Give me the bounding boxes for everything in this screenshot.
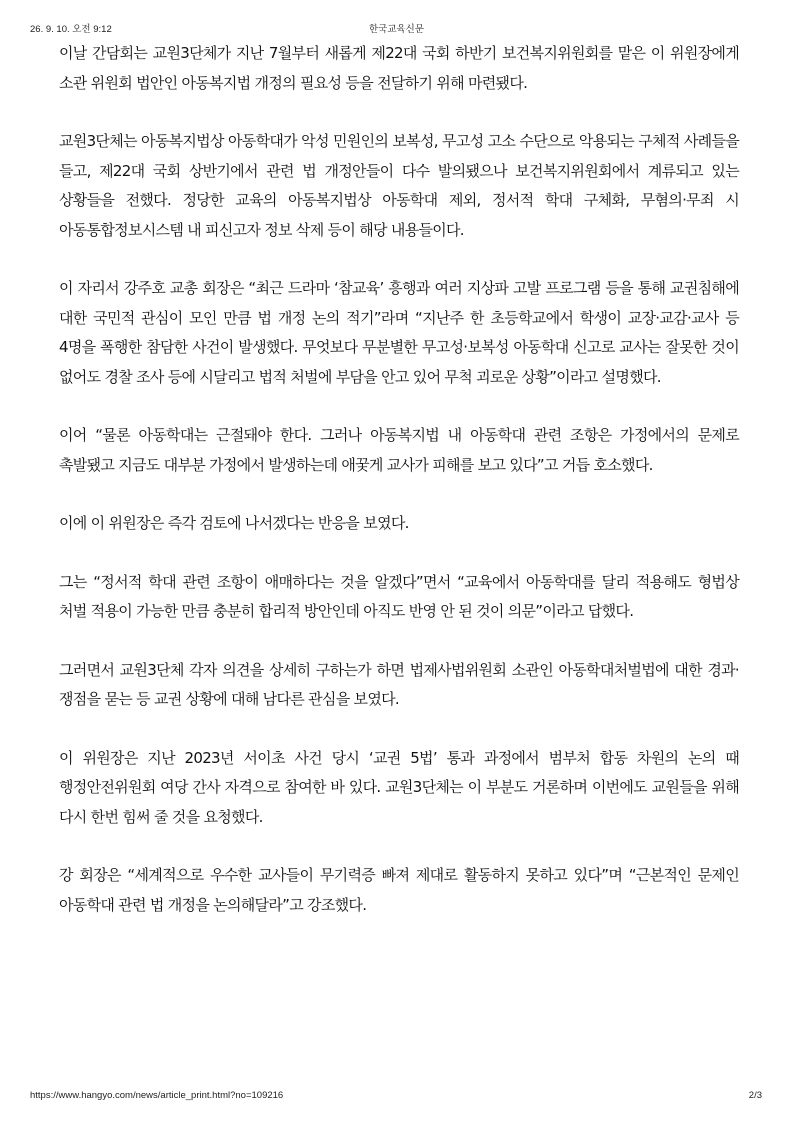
article-paragraph: 그러면서 교원3단체 각자 의견을 상세히 구하는가 하면 법제사법위원회 소관인 아동학대처벌법에 대한 경과·쟁점을 묻는 등 교권 상황에 대해 남다른 관심을 보였다. [59,660,739,708]
article-paragraph: 그는 “정서적 학대 관련 조항이 애매하다는 것을 알겠다”면서 “교육에서 아동학대를 달리 적용해도 형법상 처벌 적용이 가능한 만큼 충분히 합리적 방안인데 아직도 반영 안 된 것이 의문”이라고 답했다. [59,572,739,620]
article-paragraph: 이에 이 위원장은 즉각 검토에 나서겠다는 반응을 보였다. [59,514,409,532]
article-paragraph: 이 위원장은 지난 2023년 서이초 사건 당시 ‘교권 5법’ 통과 과정에서 범부처 합동 차원의 논의 때 행정안전위원회 여당 간사 자격으로 참여한 바 있다. 교원3단체는 이 부분도 거론하며 이번에도 교원들을 위해 다시 한번 힘써 줄 것을 요청했다. [59,748,739,826]
print-datetime: 26. 9. 10. 오전 9:12 [30,24,112,35]
print-footer [0,1090,793,1104]
page-number: 2/3 [748,1090,762,1101]
article-paragraph: 이 자리서 강주호 교총 회장은 “최근 드라마 ‘참교육’ 흥행과 여러 지상파 고발 프로그램 등을 통해 교권침해에 대한 국민적 관심이 모인 만큼 법 개정 논의 적기”라며 “지난주 한 초등학교에서 학생이 교장·교감·교사 등 4명을 폭행한 참담한 사건이 발생했다. 무엇보다 무분별한 무고성·보복성 아동학대 신고로 교사는 잘못한 것이 없어도 경찰 조사 등에 시달리고 법적 처벌에 부담을 안고 있어 무척 괴로운 상황”이라고 설명했다. [59,279,739,386]
article-body [59,39,739,949]
site-name: 한국교육신문 [368,24,425,35]
article-paragraph: 이어 “물론 아동학대는 근절돼야 한다. 그러나 아동복지법 내 아동학대 관련 조항은 가정에서의 문제로 촉발됐고 지금도 대부분 가정에서 발생하는데 애꿎게 교사가 피해를 보고 있다”고 거듭 호소했다. [59,426,739,474]
print-header [0,21,793,35]
article-paragraph: 강 회장은 “세계적으로 우수한 교사들이 무기력증 빠져 제대로 활동하지 못하고 있다”며 “근본적인 문제인 아동학대 관련 법 개정을 논의해달라”고 강조했다. [59,866,739,914]
article-paragraph: 교원3단체는 아동복지법상 아동학대가 악성 민원인의 보복성, 무고성 고소 수단으로 악용되는 구체적 사례들을 들고, 제22대 국회 상반기에서 관련 법 개정안들이 다수 발의됐으나 보건복지위원회에서 계류되고 있는 상황들을 전했다. 정당한 교육의 아동복지법상 아동학대 제외, 정서적 학대 구체화, 무혐의·무죄 시 아동통합정보시스템 내 피신고자 정보 삭제 등이 해당 내용들이다. [59,132,739,239]
article-url: https://www.hangyo.com/news/article_print.html?no=109216 [30,1090,284,1101]
article-paragraph: 이날 간담회는 교원3단체가 지난 7월부터 새롭게 제22대 국회 하반기 보건복지위원회를 맡은 이 위원장에게 소관 위원회 법안인 아동복지법 개정의 필요성 등을 전달하기 위해 마련됐다. [59,44,739,92]
